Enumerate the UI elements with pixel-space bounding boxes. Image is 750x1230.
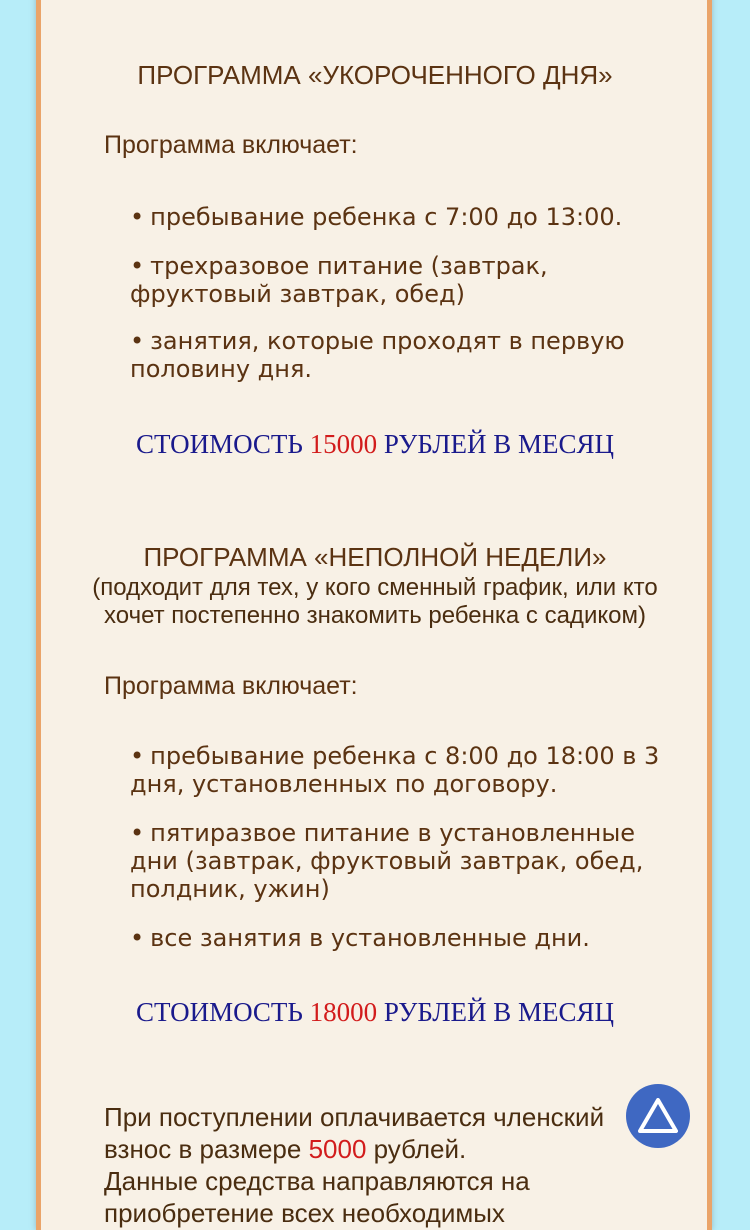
program1-item-text: пребывание ребенка с 7:00 до 13:00. xyxy=(150,203,623,231)
bullet-icon: • xyxy=(130,924,145,952)
fee-suffix: рублей. xyxy=(373,1134,467,1164)
fee-line-3: Данные средства направляются на xyxy=(104,1166,530,1196)
program1-item-text: трехразовое питание (завтрак, фруктовый завтрак, обед) xyxy=(130,252,548,308)
fee-value: 5000 xyxy=(308,1134,367,1164)
bullet-icon: • xyxy=(130,203,145,231)
program2-price xyxy=(0,997,750,1027)
bullet-icon: • xyxy=(130,327,145,355)
program1-item-text: занятия, которые проходят в первую половину дня. xyxy=(130,327,625,383)
bullet-icon: • xyxy=(130,819,145,847)
program2-includes-label: Программа включает: xyxy=(104,672,358,700)
program2-subtitle-line2: хочет постепенно знакомить ребенка с садиком) xyxy=(104,602,646,629)
fee-line-4: приобретение всех необходимых xyxy=(104,1198,505,1228)
price-value: 15000 xyxy=(309,429,378,459)
bullet-icon: • xyxy=(130,252,145,280)
bullet-icon: • xyxy=(130,742,145,770)
fee-prefix: взнос в размере xyxy=(104,1134,302,1164)
program2-item-text: все занятия в установленные дни. xyxy=(150,924,590,952)
scroll-top-button[interactable] xyxy=(626,1084,690,1148)
program2-item xyxy=(130,742,690,798)
program1-price xyxy=(0,429,750,459)
program1-item xyxy=(130,327,690,383)
program2-item-text: пребывание ребенка с 8:00 до 18:00 в 3 дня, установленных по договору. xyxy=(130,742,660,798)
program2-item-text: пятиразвое питание в установленные дни (завтрак, фруктовый завтрак, обед, полдник, ужин) xyxy=(130,819,644,903)
fee-line-1: При поступлении оплачивается членский xyxy=(104,1102,605,1132)
program2-title: ПРОГРАММА «НЕПОЛНОЙ НЕДЕЛИ» xyxy=(143,542,607,572)
program2-item xyxy=(130,819,690,903)
triangle-up-icon xyxy=(638,1098,678,1134)
program2-item xyxy=(130,924,690,952)
program1-title: ПРОГРАММА «УКОРОЧЕННОГО ДНЯ» xyxy=(137,60,613,90)
program2-subtitle-line1: (подходит для тех, у кого сменный график, или кто xyxy=(92,574,658,601)
program1-item xyxy=(130,252,690,308)
price-suffix: РУБЛЕЙ В МЕСЯЦ xyxy=(383,997,615,1027)
price-suffix: РУБЛЕЙ В МЕСЯЦ xyxy=(383,429,615,459)
price-value: 18000 xyxy=(309,997,378,1027)
program1-includes-label: Программа включает: xyxy=(104,131,358,159)
price-prefix: СТОИМОСТЬ xyxy=(135,997,303,1027)
fee-info xyxy=(104,1101,664,1229)
price-prefix: СТОИМОСТЬ xyxy=(135,429,303,459)
program1-item xyxy=(130,203,690,231)
fee-line-2 xyxy=(104,1133,664,1165)
